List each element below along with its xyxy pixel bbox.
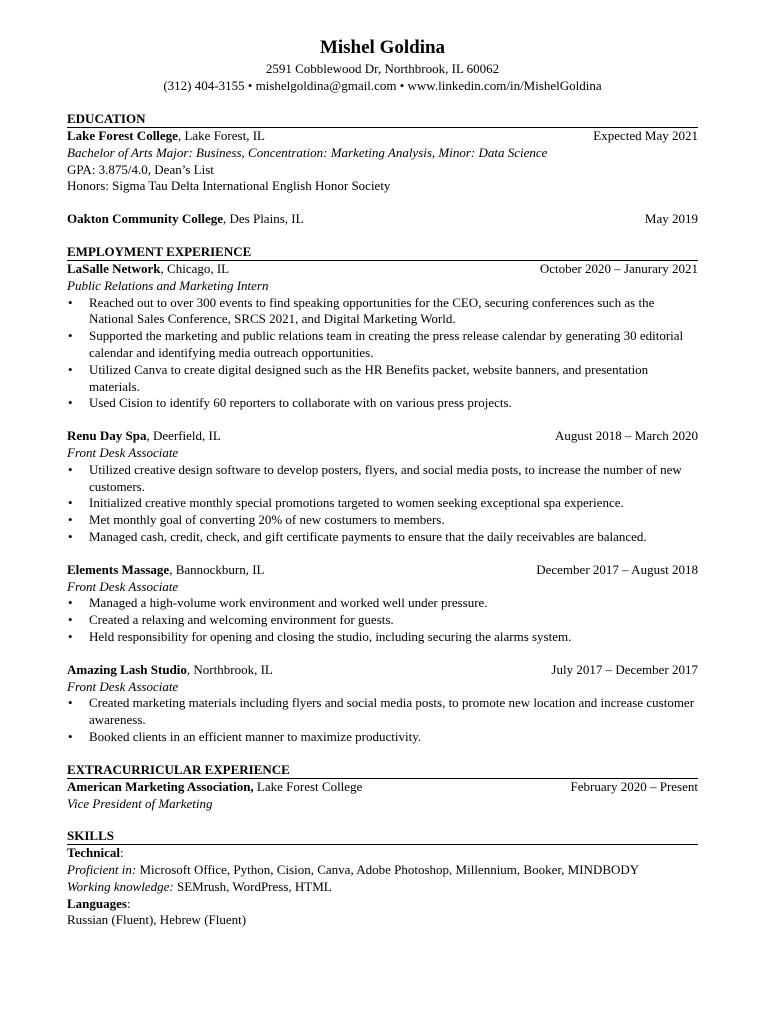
job-date: October 2020 – Janurary 2021 bbox=[539, 260, 698, 276]
job-bullets bbox=[67, 295, 698, 413]
job-title: Front Desk Associate bbox=[67, 444, 179, 460]
school-location: , Lake Forest, IL bbox=[177, 128, 265, 143]
honors-line: Honors: Sigma Tau Delta International English Honor Society bbox=[67, 178, 391, 194]
education-entry-header bbox=[67, 211, 698, 228]
school-name: Oakton Community College bbox=[67, 211, 223, 227]
proficient-label: Proficient in: bbox=[67, 862, 137, 878]
bullet-item: • Initialized creative monthly special promotions targeted to women seeking exceptional spa experience. bbox=[67, 495, 698, 512]
company-name: Renu Day Spa bbox=[67, 428, 147, 444]
gpa-line: GPA: 3.875/4.0, Dean’s List bbox=[67, 161, 214, 177]
school-location: , Des Plains, IL bbox=[223, 211, 304, 227]
bullet-item: • Managed cash, credit, check, and gift certificate payments to ensure that the daily receivables are balanced. bbox=[67, 529, 698, 546]
company-name: Amazing Lash Studio bbox=[67, 661, 187, 677]
bullet-item: • Utilized creative design software to develop posters, flyers, and social media posts, to increase the number of new customers. bbox=[67, 462, 698, 496]
job-bullets bbox=[67, 695, 698, 745]
job-header bbox=[67, 428, 698, 445]
job-title: Public Relations and Marketing Intern bbox=[67, 277, 269, 293]
org-location: Lake Forest College bbox=[253, 778, 363, 794]
degree-line: Bachelor of Arts Major: Business, Concentration: Marketing Analysis, Minor: Data Science bbox=[67, 144, 548, 160]
extracurricular-heading: EXTRACURRICULAR EXPERIENCE bbox=[67, 762, 698, 779]
bullet-item: • Held responsibility for opening and closing the studio, including securing the alarms system. bbox=[67, 629, 698, 646]
job-header bbox=[67, 662, 698, 679]
bullet-item: • Created marketing materials including flyers and social media posts, to promote new location and increase customer awareness. bbox=[67, 695, 698, 729]
working-knowledge-line bbox=[67, 879, 698, 896]
job-title: Front Desk Associate bbox=[67, 678, 179, 694]
school-name: Lake Forest College bbox=[67, 128, 178, 143]
colon: : bbox=[119, 845, 124, 861]
job-entry bbox=[67, 662, 698, 746]
extracurricular-date: February 2020 – Present bbox=[570, 778, 698, 794]
company-name: LaSalle Network bbox=[67, 260, 161, 276]
bullet-item: • Met monthly goal of converting 20% of new costumers to members. bbox=[67, 512, 698, 529]
proficient-line bbox=[67, 862, 698, 879]
languages-label: Languages bbox=[67, 895, 127, 911]
extracurricular-section bbox=[67, 762, 698, 813]
company-location: , Chicago, IL bbox=[160, 260, 230, 276]
address-line: 2591 Cobblewood Dr, Northbrook, IL 60062 bbox=[265, 61, 500, 76]
bullet-item: • Created a relaxing and welcoming environment for guests. bbox=[67, 612, 698, 629]
job-entry bbox=[67, 562, 698, 646]
technical-label: Technical bbox=[67, 845, 120, 861]
education-heading: EDUCATION bbox=[67, 111, 698, 128]
bullet-item: • Booked clients in an efficient manner to maximize productivity. bbox=[67, 729, 698, 746]
job-bullets bbox=[67, 595, 698, 645]
languages-value: Russian (Fluent), Hebrew (Fluent) bbox=[67, 912, 247, 928]
colon: : bbox=[126, 895, 131, 911]
company-location: , Northbrook, IL bbox=[186, 661, 273, 677]
bullet-item: • Supported the marketing and public relations team in creating the press release calendar by generating 30 editorial calendar and identifying media outreach opportunities. bbox=[67, 328, 698, 362]
employment-heading: EMPLOYMENT EXPERIENCE bbox=[67, 244, 698, 261]
job-entry bbox=[67, 428, 698, 546]
job-title: Front Desk Associate bbox=[67, 578, 179, 594]
proficient-value: Microsoft Office, Python, Cision, Canva, Adobe Photoshop, Millennium, Booker, MINDBODY bbox=[136, 862, 640, 878]
bullet-item: • Managed a high-volume work environment and worked well under pressure. bbox=[67, 595, 698, 612]
education-date: May 2019 bbox=[644, 211, 698, 227]
bullet-item: • Reached out to over 300 events to find speaking opportunities for the CEO, securing conferences such as the National Sales Conference, SRCS 2021, and Digital Marketing World. bbox=[67, 295, 698, 329]
org-name: American Marketing Association, bbox=[67, 778, 254, 794]
company-location: , Deerfield, IL bbox=[146, 428, 221, 444]
bullet-item: • Utilized Canva to create digital designed such as the HR Benefits packet, website banners, and presentation materials. bbox=[67, 362, 698, 396]
company-name: Elements Massage bbox=[67, 561, 170, 577]
contact-line: (312) 404-3155 • mishelgoldina@gmail.com • www.linkedin.com/in/MishelGoldina bbox=[163, 78, 602, 93]
extracurricular-header bbox=[67, 779, 698, 796]
education-date: Expected May 2021 bbox=[593, 128, 698, 143]
technical-label-line bbox=[67, 845, 698, 862]
extracurricular-title: Vice President of Marketing bbox=[67, 795, 213, 811]
job-date: December 2017 – August 2018 bbox=[536, 561, 698, 577]
resume-header bbox=[67, 36, 698, 94]
skills-heading: SKILLS bbox=[67, 828, 698, 845]
resume-page bbox=[67, 36, 698, 929]
job-entry bbox=[67, 261, 698, 412]
working-value: SEMrush, WordPress, HTML bbox=[173, 878, 332, 894]
working-label: Working knowledge: bbox=[67, 878, 174, 894]
bullet-item: • Used Cision to identify 60 reporters to collaborate with on various press projects. bbox=[67, 395, 698, 412]
job-date: July 2017 – December 2017 bbox=[551, 661, 698, 677]
languages-label-line bbox=[67, 896, 698, 913]
employment-section bbox=[67, 244, 698, 746]
job-header bbox=[67, 261, 698, 278]
skills-section bbox=[67, 828, 698, 929]
company-location: , Bannockburn, IL bbox=[169, 561, 265, 577]
education-section bbox=[67, 111, 698, 228]
job-bullets bbox=[67, 462, 698, 546]
job-header bbox=[67, 562, 698, 579]
job-date: August 2018 – March 2020 bbox=[555, 428, 698, 444]
education-entry-header bbox=[67, 128, 698, 145]
candidate-name: Mishel Goldina bbox=[319, 37, 446, 58]
